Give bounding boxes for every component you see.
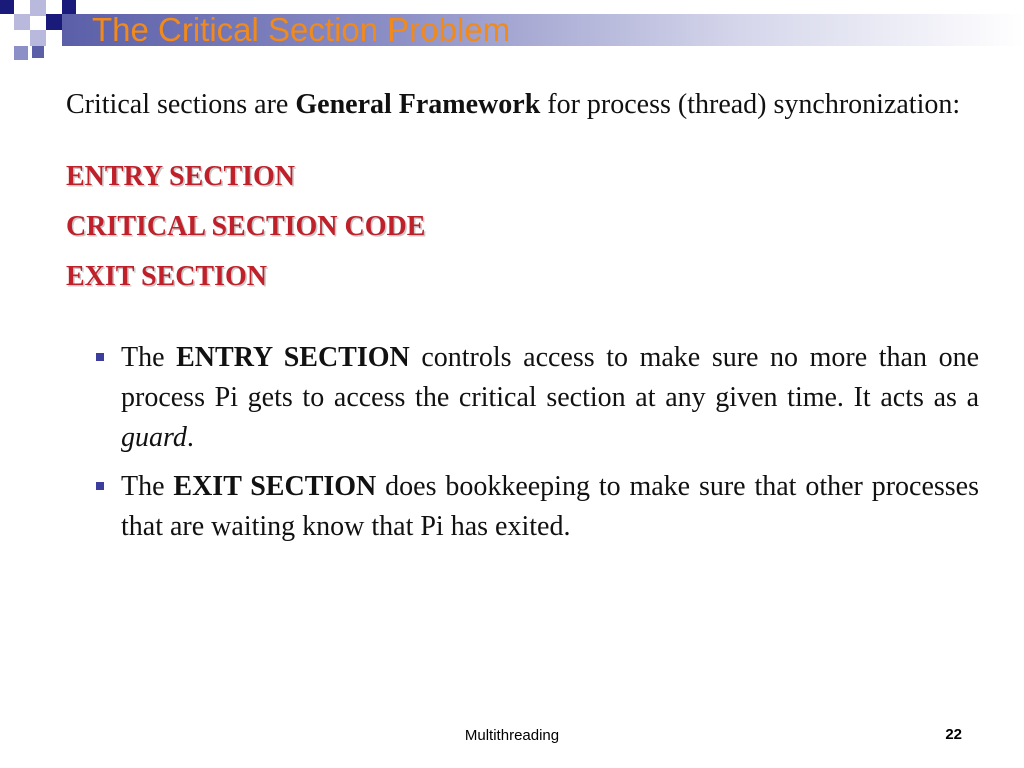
bullet-italic-term: guard — [121, 422, 187, 453]
square-bullet-icon — [96, 353, 104, 361]
intro-text: Critical sections are — [66, 89, 296, 120]
bullet-text: The — [121, 342, 177, 373]
square-bullet-icon — [96, 482, 104, 490]
bullet-item-entry — [66, 338, 979, 458]
bullet-text: The — [121, 471, 174, 502]
bullet-text-end: . — [186, 422, 194, 453]
page-number: 22 — [945, 726, 962, 743]
section-list — [66, 152, 979, 302]
bullet-text: does bookkeeping to make sure that other processes that are waiting know that Pi has exited. — [121, 471, 980, 542]
bullet-text: controls access to make sure no more than one process Pi gets to access the critical section at any given time. It acts as a — [121, 342, 979, 413]
slide-title: The Critical Section Problem — [92, 11, 511, 48]
bullet-item-exit — [66, 467, 979, 547]
bullet-bold-term: ENTRY SECTION — [176, 342, 410, 373]
footer-title: Multithreading — [464, 727, 560, 744]
intro-paragraph — [66, 84, 979, 126]
slide-content — [66, 84, 979, 556]
bullet-list — [66, 338, 979, 547]
deco-square — [62, 0, 76, 14]
deco-square — [30, 30, 46, 46]
exit-section-label: EXIT SECTION — [66, 261, 268, 292]
critical-section-code-label: CRITICAL SECTION CODE — [66, 211, 426, 242]
deco-square — [14, 14, 30, 30]
deco-square — [32, 46, 44, 58]
deco-square — [46, 14, 62, 30]
deco-square — [30, 0, 46, 16]
intro-text-end: for process (thread) synchronization: — [540, 89, 961, 120]
bullet-bold-term: EXIT SECTION — [173, 471, 377, 502]
intro-bold-term: General Framework — [295, 89, 541, 120]
deco-square — [0, 0, 14, 14]
entry-section-label: ENTRY SECTION — [66, 161, 296, 192]
deco-square — [14, 46, 28, 60]
